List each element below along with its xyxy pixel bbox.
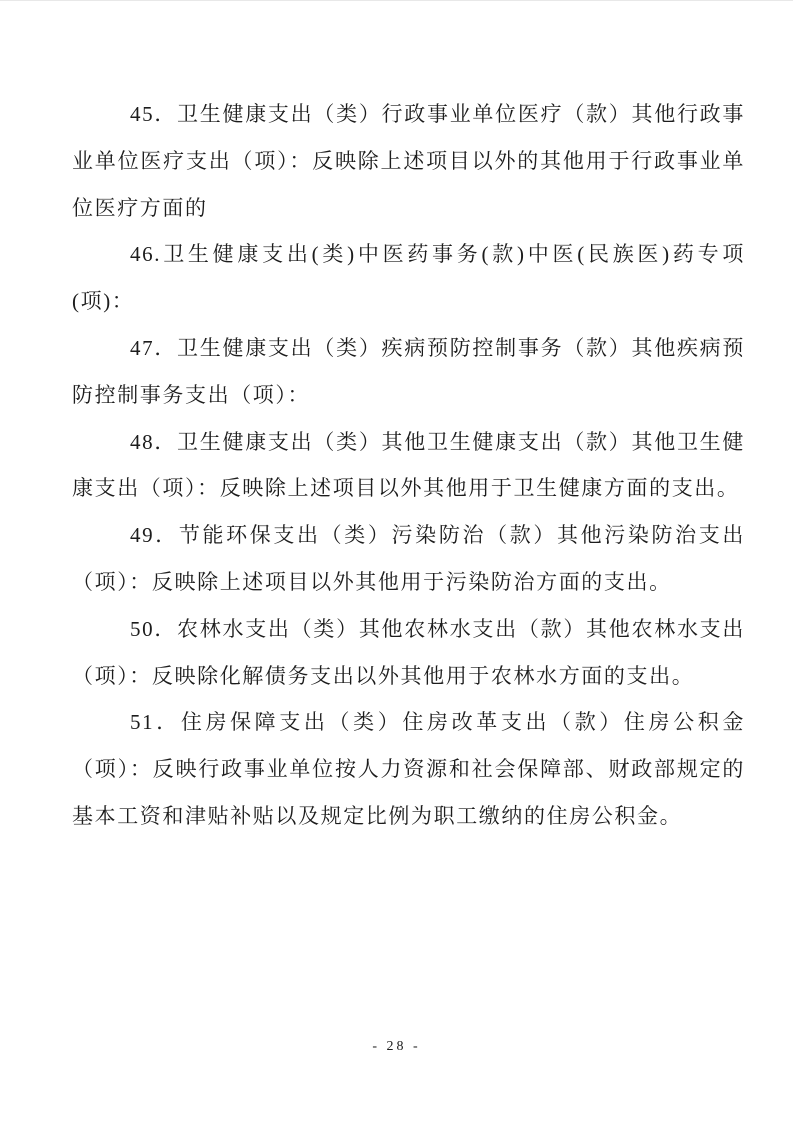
paragraph-item-47: 47．卫生健康支出（类）疾病预防控制事务（款）其他疾病预防控制事务支出（项）： <box>72 335 745 407</box>
document-body <box>72 91 745 840</box>
page-number: - 28 - <box>372 1039 421 1054</box>
paragraph-item-50: 50．农林水支出（类）其他农林水支出（款）其他农林水支出（项）：反映除化解债务支出以外其他用于农林水方面的支出。 <box>72 616 745 688</box>
paragraph-item-51: 51．住房保障支出（类）住房改革支出（款）住房公积金（项）：反映行政事业单位按人力资源和社会保障部、财政部规定的 基本工资和津贴补贴以及规定比例为职工缴纳的住房公积金。 <box>72 710 745 828</box>
paragraph-item-46: 46.卫生健康支出(类)中医药事务(款)中医(民族医)药专项(项)： <box>72 242 745 314</box>
paragraph-item-45: 45．卫生健康支出（类）行政事业单位医疗（款）其他行政事业单位医疗支出（项）：反映除上述项目以外的其他用于行政事业单位医疗方面的 <box>72 102 745 220</box>
paragraph-item-48: 48．卫生健康支出（类）其他卫生健康支出（款）其他卫生健康支出（项）：反映除上述项目以外其他用于卫生健康方面的支出。 <box>72 429 745 501</box>
paragraph-item-49: 49．节能环保支出（类）污染防治（款）其他污染防治支出（项）：反映除上述项目以外其他用于污染防治方面的支出。 <box>72 523 745 594</box>
page-footer <box>0 1037 793 1055</box>
